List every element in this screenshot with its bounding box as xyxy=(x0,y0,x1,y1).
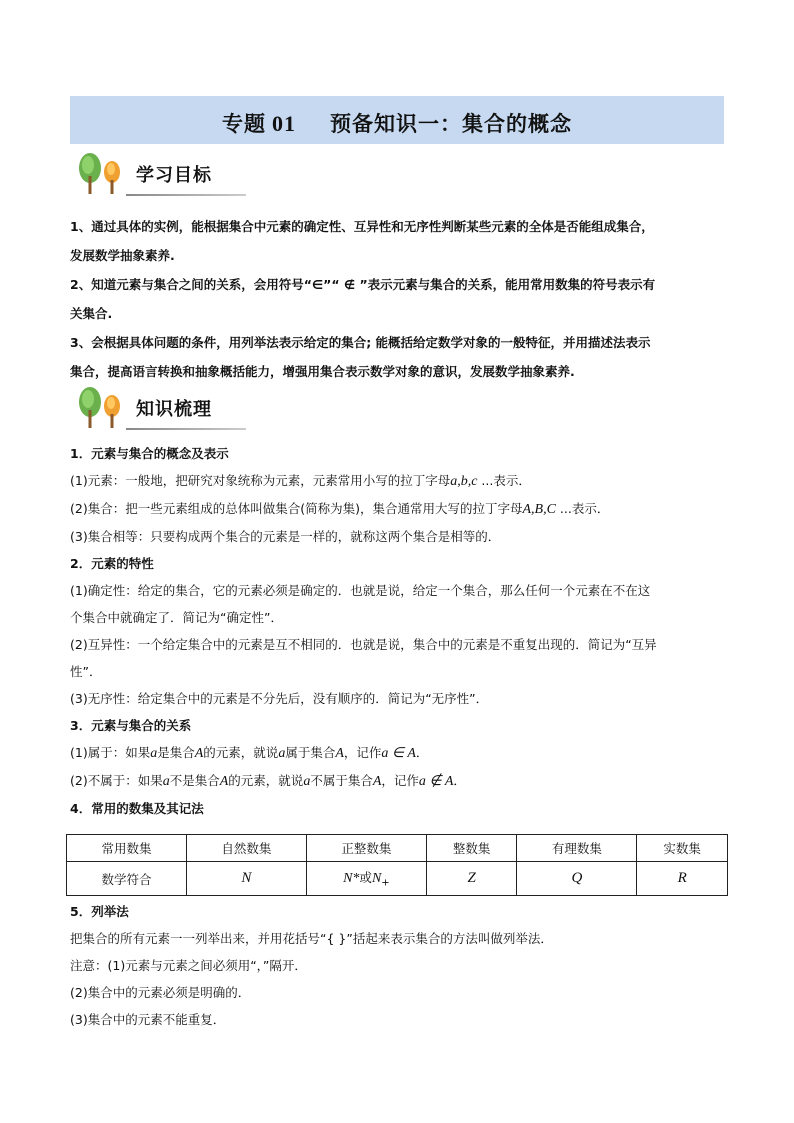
table-cell: 有理数集 xyxy=(517,835,637,862)
text: 是集合 xyxy=(157,745,195,760)
table-cell: R xyxy=(637,862,728,896)
tree-icon xyxy=(76,152,130,196)
table-cell: 正整数集 xyxy=(306,835,426,862)
text: ，记作 xyxy=(381,773,419,788)
text: 或 xyxy=(359,870,372,886)
math-symbol: a,b,c xyxy=(450,474,478,489)
math-symbol: a xyxy=(278,746,286,761)
paragraph: 把集合的所有元素一一列举出来，并用花括号“{ }”括起来表示集合的方法叫做列举法． xyxy=(70,931,553,946)
table-cell: 常用数集 xyxy=(67,835,187,862)
tree-icon xyxy=(76,386,130,430)
subsection-title: 3．元素与集合的关系 xyxy=(70,718,192,733)
section-heading-label: 知识梳理 xyxy=(136,399,212,420)
knowledge-body xyxy=(70,440,730,822)
list-method-section xyxy=(70,898,730,1033)
section-heading-goals xyxy=(76,152,246,196)
goal-line: 2、知道元素与集合之间的关系，会用符号“∈”“ ∉ ”表示元素与集合的关系，能用常用数集的符号表示有 xyxy=(70,277,656,292)
table-header-row xyxy=(67,835,728,862)
text: ，记作 xyxy=(343,745,382,760)
table-cell: 整数集 xyxy=(426,835,517,862)
heading-underline xyxy=(126,428,246,430)
table-cell: N xyxy=(186,862,306,896)
subsection-title: 4．常用的数集及其记法 xyxy=(70,801,204,816)
math-subscript: + xyxy=(381,877,390,889)
paragraph xyxy=(70,767,730,795)
paragraph: (3)无序性：给定集合中的元素是不分先后，没有顺序的．简记为“无序性”． xyxy=(70,691,489,706)
title-banner xyxy=(70,96,724,144)
subsection-title: 2．元素的特性 xyxy=(70,556,154,571)
paragraph xyxy=(70,739,730,767)
math-symbol: A,B,C xyxy=(522,502,556,517)
text: ...表示． xyxy=(555,501,610,516)
heading-underline xyxy=(126,194,246,196)
section-heading-label: 学习目标 xyxy=(136,165,212,186)
paragraph xyxy=(70,467,730,495)
math-symbol: A xyxy=(372,774,382,789)
page-title xyxy=(222,102,572,138)
text: (2)集合：把一些元素组成的总体叫做集合(简称为集)，集合通常用大写的拉丁字母 xyxy=(70,501,523,516)
math-symbol: a xyxy=(303,774,311,789)
section-heading-knowledge xyxy=(76,386,246,430)
text: 不属于集合 xyxy=(310,773,373,788)
text: 的元素，就说 xyxy=(228,773,304,788)
text: (2)不属于：如果 xyxy=(70,773,163,788)
paragraph: 注意：(1)元素与元素之间必须用“，”隔开． xyxy=(70,958,307,973)
table-row xyxy=(67,862,728,896)
goal-line: 1、通过具体的实例，能根据集合中元素的确定性、互异性和无序性判断某些元素的全体是否能组成集合， xyxy=(70,219,654,234)
title-number: 01 xyxy=(272,111,296,136)
math-symbol: a ∉ A xyxy=(418,774,454,789)
paragraph: (3)集合相等：只要构成两个集合的元素是一样的，就称这两个集合是相等的． xyxy=(70,529,501,544)
number-sets-table xyxy=(66,834,728,896)
title-main: 预备知识一：集合的概念 xyxy=(330,111,572,136)
text: ． xyxy=(453,773,466,788)
goals-list xyxy=(70,212,730,386)
math-symbol: a ∈ A xyxy=(381,746,416,761)
goal-line: 集合，提高语言转换和抽象概括能力，增强用集合表示数学对象的意识，发展数学抽象素养. xyxy=(70,364,575,379)
table-cell: Z xyxy=(426,862,517,896)
table-cell: 数学符合 xyxy=(67,862,187,896)
paragraph: 个集合中就确定了．简记为“确定性”． xyxy=(70,610,283,625)
text: 的元素，就说 xyxy=(203,745,279,760)
math-symbol: a xyxy=(162,774,170,789)
subsection-title: 5．列举法 xyxy=(70,904,129,919)
text: (1)属于：如果 xyxy=(70,745,151,760)
paragraph: (1)确定性：给定的集合，它的元素必须是确定的．也就是说，给定一个集合，那么任何一个元素在不在这 xyxy=(70,583,651,598)
paragraph: (2)互异性：一个给定集合中的元素是互不相同的．也就是说，集合中的元素是不重复出现的．简记为“互异 xyxy=(70,637,657,652)
table-cell: 实数集 xyxy=(637,835,728,862)
text: 属于集合 xyxy=(285,745,336,760)
math-symbol: A xyxy=(194,746,204,761)
table-cell: 自然数集 xyxy=(186,835,306,862)
text: ...表示． xyxy=(477,473,531,488)
table-cell xyxy=(306,862,426,896)
math-symbol: A xyxy=(219,774,229,789)
text: (1)元素：一般地，把研究对象统称为元素，元素常用小写的拉丁字母 xyxy=(70,473,451,488)
math-symbol: N* xyxy=(343,871,360,887)
math-symbol: a xyxy=(150,746,158,761)
text: ． xyxy=(415,745,429,760)
goal-line: 关集合. xyxy=(70,306,113,321)
paragraph: (2)集合中的元素必须是明确的． xyxy=(70,985,251,1000)
goal-line: 3、会根据具体问题的条件，用列举法表示给定的集合; 能概括给定数学对象的一般特征，并用描述法表示 xyxy=(70,335,651,350)
subsection-title: 1．元素与集合的概念及表示 xyxy=(70,446,229,461)
paragraph: (3)集合中的元素不能重复． xyxy=(70,1012,226,1027)
paragraph xyxy=(70,495,730,523)
math-symbol: A xyxy=(335,746,344,761)
text: 不是集合 xyxy=(169,773,220,788)
goal-line: 发展数学抽象素养. xyxy=(70,248,175,263)
math-symbol: N xyxy=(371,871,382,887)
table-cell: Q xyxy=(517,862,637,896)
title-prefix: 专题 xyxy=(222,111,266,136)
paragraph: 性”． xyxy=(70,664,102,679)
